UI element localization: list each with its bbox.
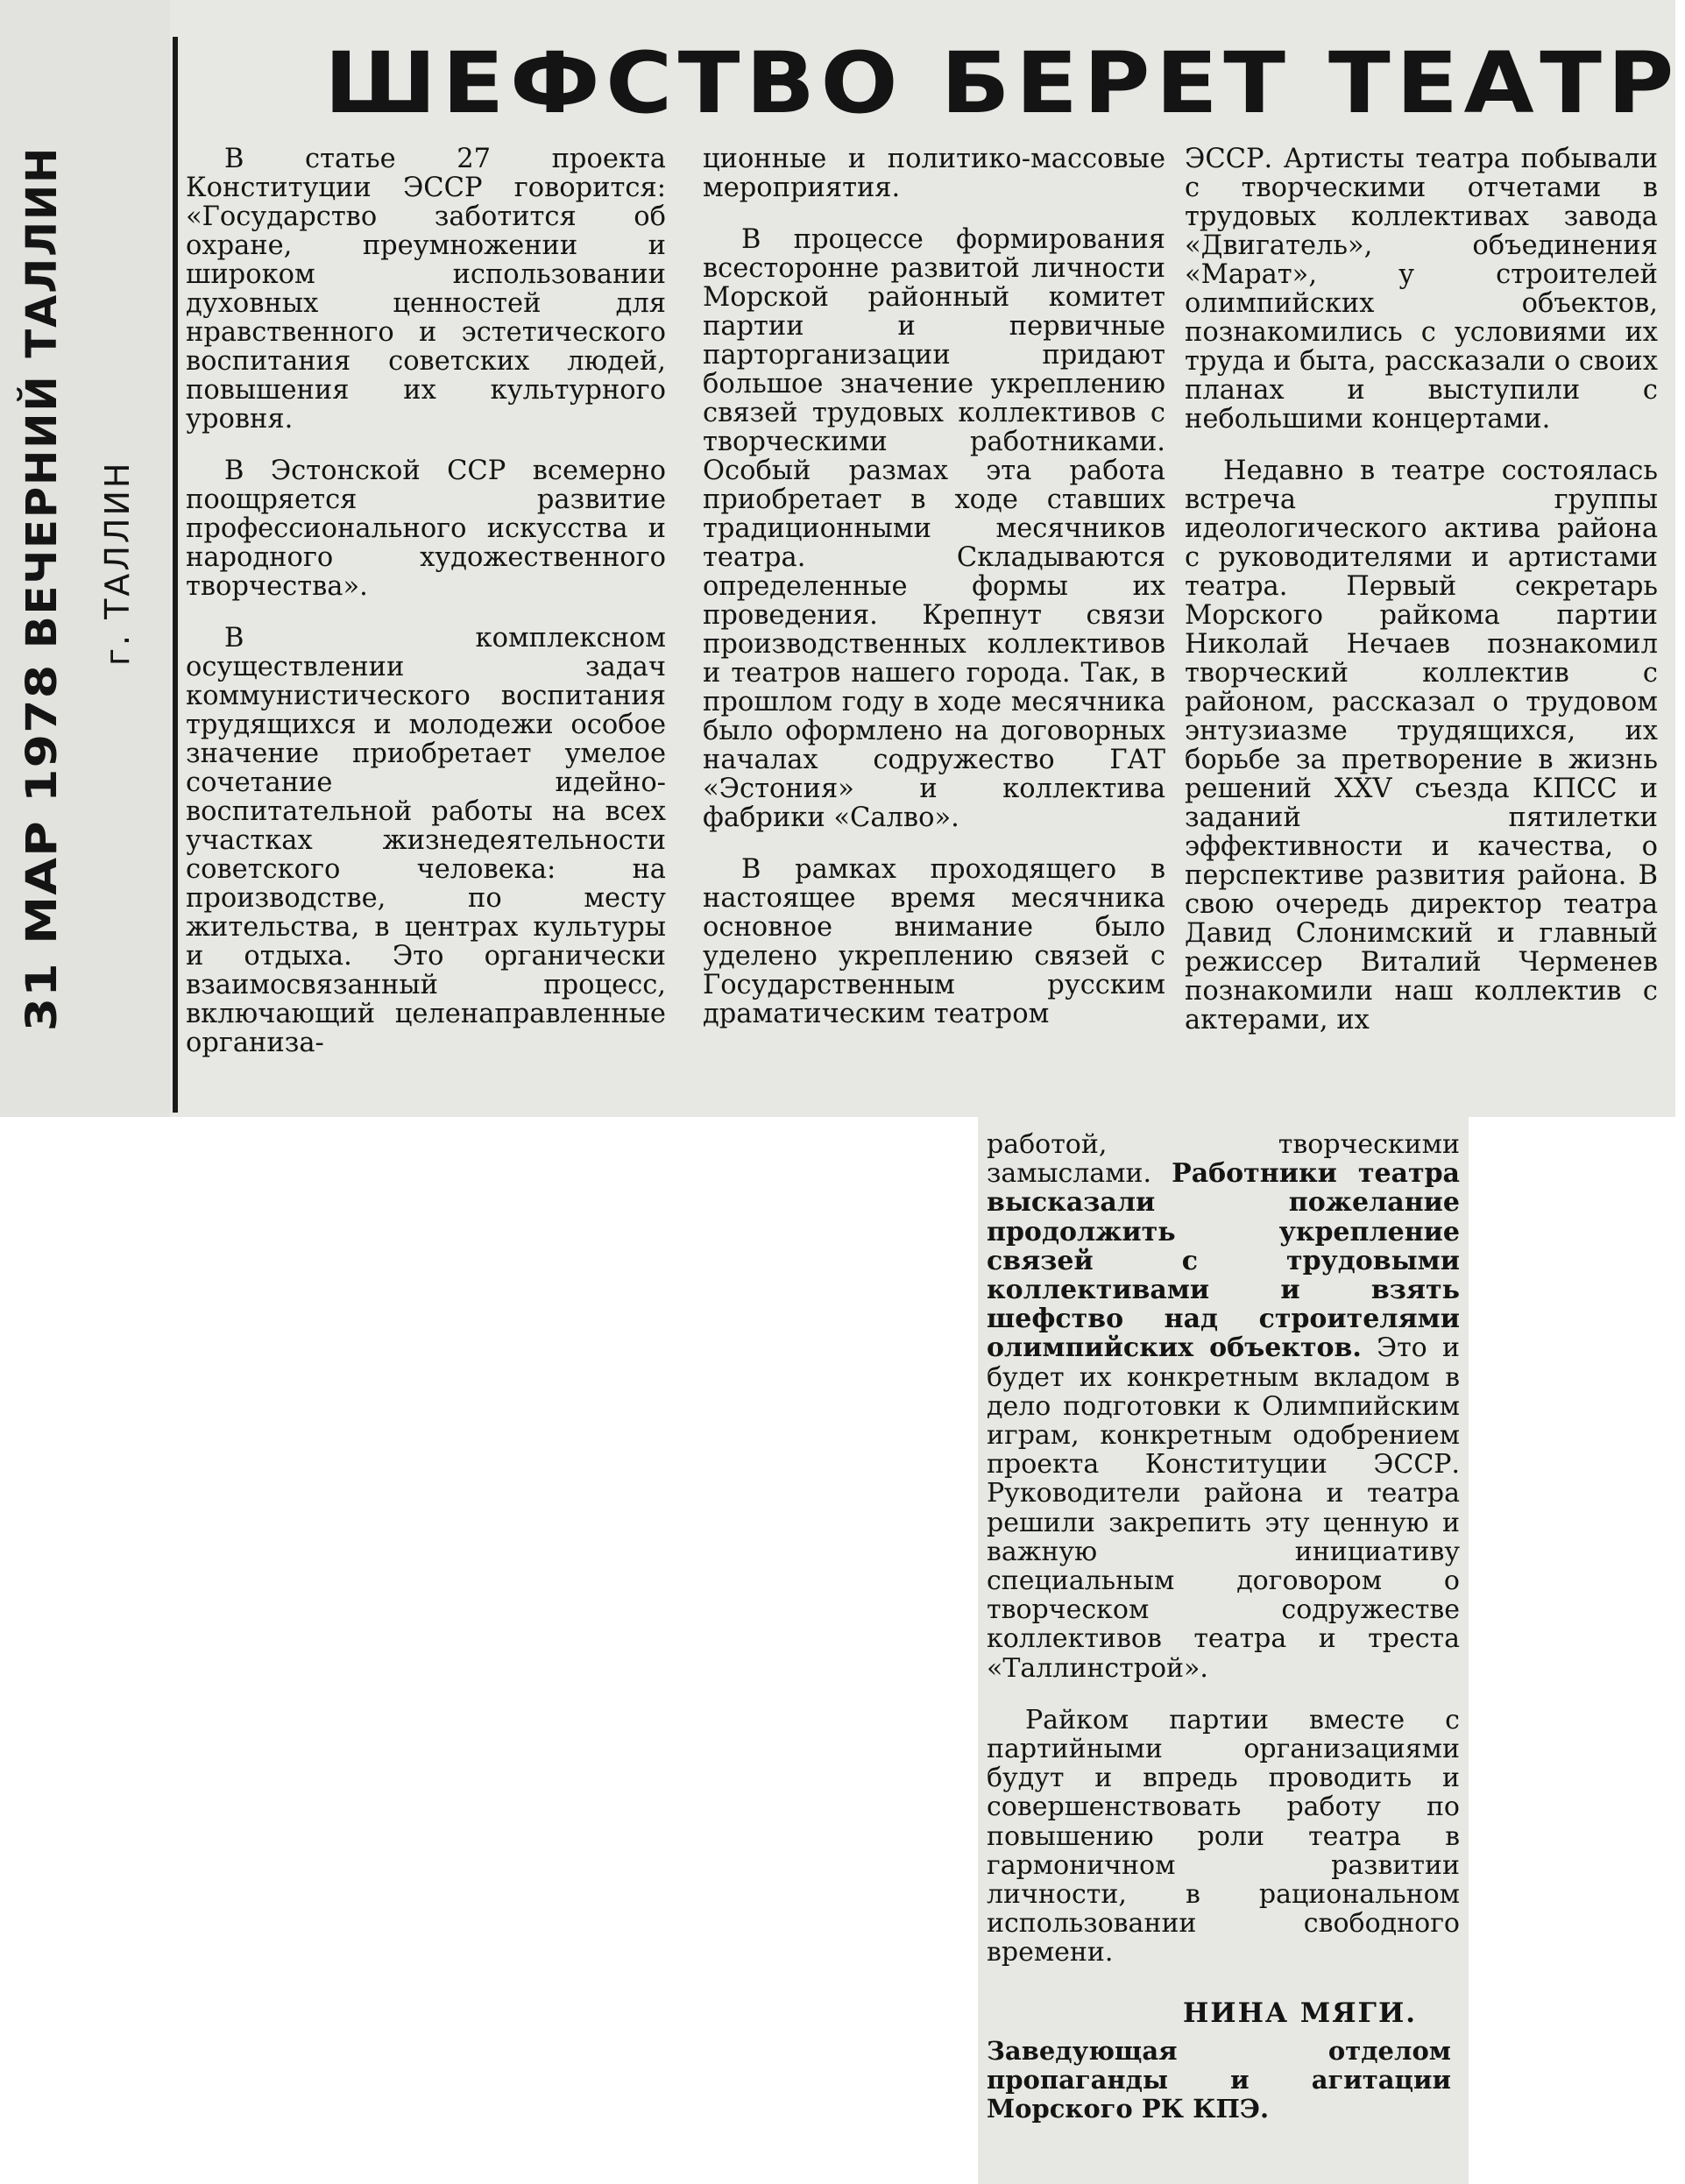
masthead-newspaper: ВЕЧЕРНИЙ ТАЛЛИН [18,145,67,648]
article-column-3 [1185,145,1658,1035]
vertical-rule [173,37,178,1113]
author-name: НИНА МЯГИ. [1183,1997,1418,2029]
text-run: работой, творческими замыслами. [987,1129,1460,1190]
paragraph: В процессе формирования всесторонне развитой личности Морской районный комитет партии и первичные парторганизации придают большое значение укреплению связей трудовых коллективов с творческими работниками. Особый размах эта работа приобретает в ходе ставших традиционными месячников театра. Складываются определенные формы их проведения. Крепнут связи производственных коллективов и театров нашего города. Так, в прошлом году в ходе месячника было оформлено на договорных началах содружество ГАТ «Эстония» и коллектива фабрики «Салво». [703,224,1165,833]
article-column-1 [186,145,666,1057]
masthead-city: г. ТАЛЛИН [98,460,137,666]
paragraph: Недавно в театре состоялась встреча группы идеологического актива района с руководителями и артистами театра. Первый секретарь Морского райкома партии Николай Нечаев познакомил творческий коллектив с районом, рассказал о трудовом энтузиазме трудящихся, их борьбе за претворение в жизнь решений XXV съезда КПСС и заданий пятилетки эффективности и качества, о перспективе развития района. В свою очередь директор театра Давид Слонимский и главный режиссер Виталий Черменев познакомили наш коллектив с актерами, их [1185,456,1658,1035]
paragraph: В Эстонской ССР всемерно поощряется развитие профессионального искусства и народного художественного творчества». [186,456,666,602]
masthead-strip [0,0,170,1117]
paragraph [987,1130,1460,1683]
paragraph: В комплексном осуществлении задач коммунистического воспитания трудящихся и молодежи особое значение приобретает умелое сочетание идейно-воспитательной работы на всех участках жизнедеятельности советского человека: на производстве, по месту жительства, в центрах культуры и отдыха. Это органически взаимосвязанный процесс, включающий целенаправленные организа- [186,623,666,1058]
text-run: Это и будет их конкретным вкладом в дело подготовки к Олимпийским играм, конкретным одобрением проекта Конституции ЭССР. Руководители района и театра решили закрепить эту ценную и важную инициативу специальным договором о творческом содружестве коллективов театра и треста «Таллинстрой». [987,1332,1460,1684]
headline: ШЕФСТВО БЕРЕТ ТЕАТР [324,34,1680,132]
paragraph: ционные и политико-массовые мероприятия. [703,144,1165,203]
paragraph: В рамках проходящего в настоящее время месячника основное внимание было уделено укреплению связей с Государственным русским драматическим театром [703,854,1165,1029]
paragraph: В статье 27 проекта Конституции ЭССР говорится: «Государство заботится об охране, преумножении и широком использовании духовных ценностей для нравственного и эстетического воспитания советских людей, повышения их культурного уровня. [186,144,666,435]
article-column-2 [703,145,1165,1028]
masthead-date: 31 МАР 1978 [18,663,67,1032]
bold-text-run: Работники театра высказали пожелание продолжить укрепление связей с трудовыми коллективами и взять шефство над строителями олимпийских объектов. [987,1158,1460,1364]
paragraph: ЭССР. Артисты театра побывали с творческими отчетами в трудовых коллективах завода «Двигатель», объединения «Марат», у строителей олимпийских объектов, познакомились с условиями их труда и быта, рассказали о своих планах и выступили с небольшими концертами. [1185,144,1658,435]
author-title: Заведующая отделом пропаганды и агитации Морского РК КПЭ. [987,2036,1451,2124]
masthead-stamp [18,44,67,1032]
paragraph: Райком партии вместе с партийными организациями будут и впредь проводить и совершенствовать работу по повышению роли театра в гармоничном развитии личности, в рациональном использовании свободного времени. [987,1704,1460,1968]
article-column-4 [987,1130,1460,1968]
